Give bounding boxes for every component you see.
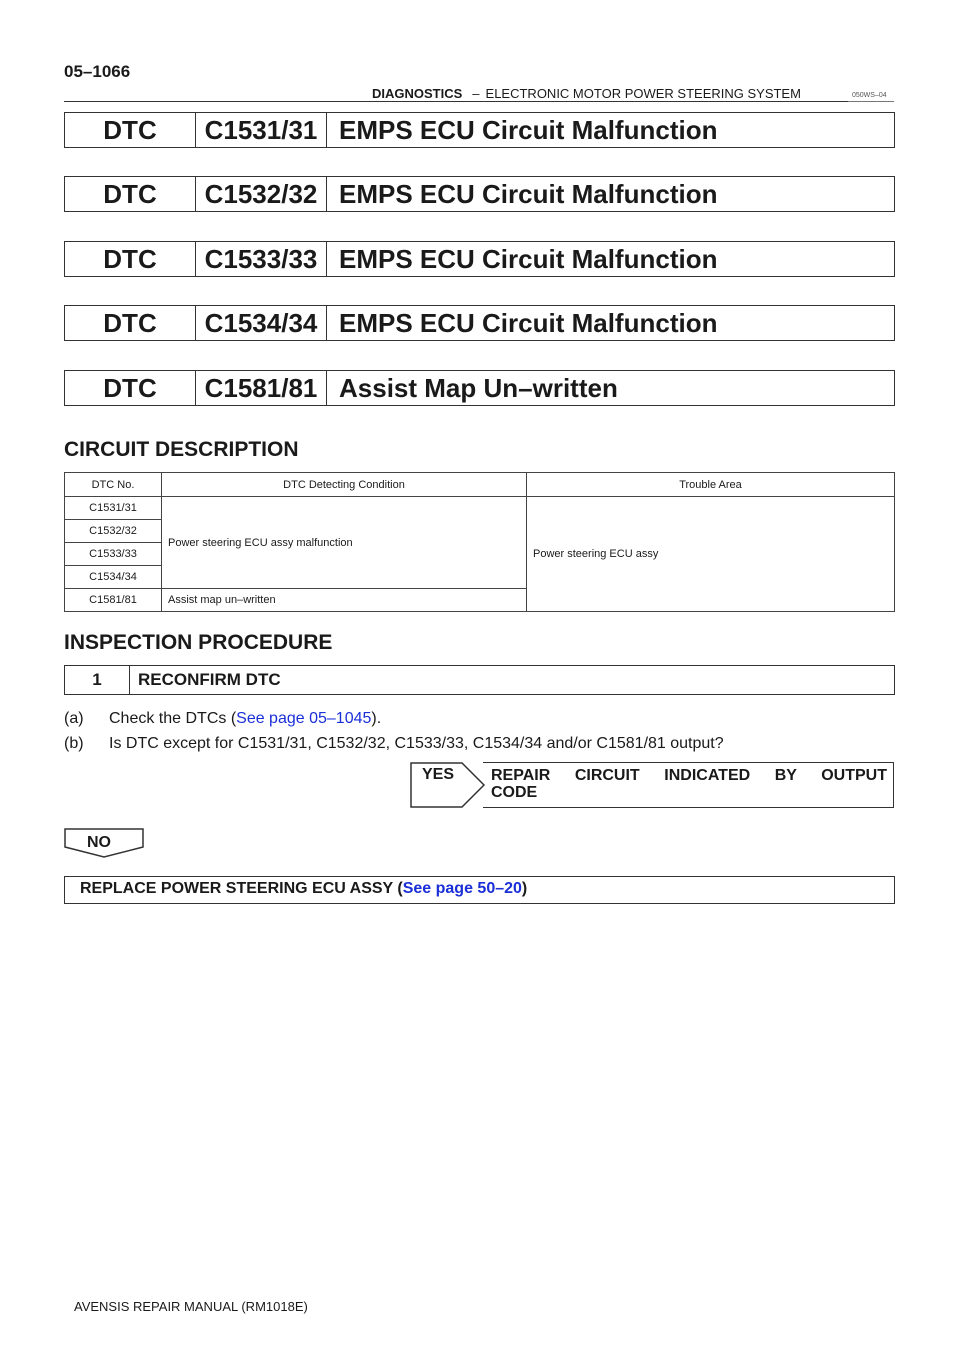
dtc-label: DTC xyxy=(65,113,196,147)
table-row xyxy=(65,497,895,520)
step-title: RECONFIRM DTC xyxy=(138,670,281,689)
dtc-label: DTC xyxy=(65,242,196,276)
page-number: 05–1066 xyxy=(64,62,131,81)
header-rule xyxy=(64,101,894,102)
manual-footer: AVENSIS REPAIR MANUAL (RM1018E) xyxy=(74,1299,308,1314)
subsection-title: ELECTRONIC MOTOR POWER STEERING SYSTEM xyxy=(485,86,801,101)
step-number: 1 xyxy=(65,666,130,694)
detecting-condition-cell: Assist map un–written xyxy=(162,589,527,612)
circuit-description-heading: CIRCUIT DESCRIPTION xyxy=(64,438,299,461)
dtc-number-cell: C1531/31 xyxy=(65,497,162,520)
dtc-number-cell: C1533/33 xyxy=(65,543,162,566)
dtc-title-box xyxy=(64,241,895,277)
yes-action-text: REPAIR CIRCUIT INDICATED BY OUTPUT xyxy=(491,767,887,784)
dtc-title: Assist Map Un–written xyxy=(339,373,618,403)
yes-action-text-continued: CODE xyxy=(491,784,538,801)
dtc-code: C1532/32 xyxy=(196,177,327,211)
item-tag: (b) xyxy=(64,735,84,752)
procedure-item-a xyxy=(64,710,381,728)
document-code-rule xyxy=(848,101,894,102)
replace-action-text xyxy=(80,880,527,898)
dtc-number-cell: C1581/81 xyxy=(65,589,162,612)
dtc-code: C1533/33 xyxy=(196,242,327,276)
step-box xyxy=(64,665,895,695)
dtc-title: EMPS ECU Circuit Malfunction xyxy=(339,179,718,209)
circuit-description-table xyxy=(64,472,895,612)
dtc-code: C1581/81 xyxy=(196,371,327,405)
column-header: Trouble Area xyxy=(527,473,895,497)
table-header-row xyxy=(65,473,895,497)
yes-label: YES xyxy=(422,766,455,783)
header-separator: – xyxy=(472,86,480,101)
replace-text: REPLACE POWER STEERING ECU ASSY ( xyxy=(80,880,403,897)
dtc-label: DTC xyxy=(65,177,196,211)
dtc-title: EMPS ECU Circuit Malfunction xyxy=(339,308,718,338)
replace-text-end: ) xyxy=(521,880,528,897)
item-text: Is DTC except for C1531/31, C1532/32, C1533/33, C1534/34 and/or C1581/81 output? xyxy=(109,735,724,752)
section-header xyxy=(372,86,801,101)
column-header: DTC Detecting Condition xyxy=(162,473,527,497)
procedure-item-b xyxy=(64,735,724,753)
dtc-title-box xyxy=(64,305,895,341)
document-code: 050WS–04 xyxy=(852,92,887,99)
see-page-link[interactable]: See page 05–1045 xyxy=(236,710,372,727)
dtc-title-box xyxy=(64,370,895,406)
dtc-number-cell: C1532/32 xyxy=(65,520,162,543)
detecting-condition-cell: Power steering ECU assy malfunction xyxy=(162,497,527,589)
dtc-code: C1531/31 xyxy=(196,113,327,147)
dtc-number-cell: C1534/34 xyxy=(65,566,162,589)
inspection-procedure-heading: INSPECTION PROCEDURE xyxy=(64,631,333,654)
item-text: Check the DTCs ( xyxy=(109,710,237,727)
dtc-label: DTC xyxy=(65,371,196,405)
dtc-title-box xyxy=(64,112,895,148)
dtc-title: EMPS ECU Circuit Malfunction xyxy=(339,115,718,145)
see-page-link[interactable]: See page 50–20 xyxy=(402,880,522,897)
trouble-area-cell: Power steering ECU assy xyxy=(527,497,895,612)
dtc-code: C1534/34 xyxy=(196,306,327,340)
dtc-title: EMPS ECU Circuit Malfunction xyxy=(339,244,718,274)
dtc-title-box xyxy=(64,176,895,212)
no-label: NO xyxy=(87,834,111,851)
item-tag: (a) xyxy=(64,710,84,727)
dtc-label: DTC xyxy=(65,306,196,340)
section-title: DIAGNOSTICS xyxy=(372,86,463,101)
item-text-end: ). xyxy=(371,710,382,727)
column-header: DTC No. xyxy=(65,473,162,497)
